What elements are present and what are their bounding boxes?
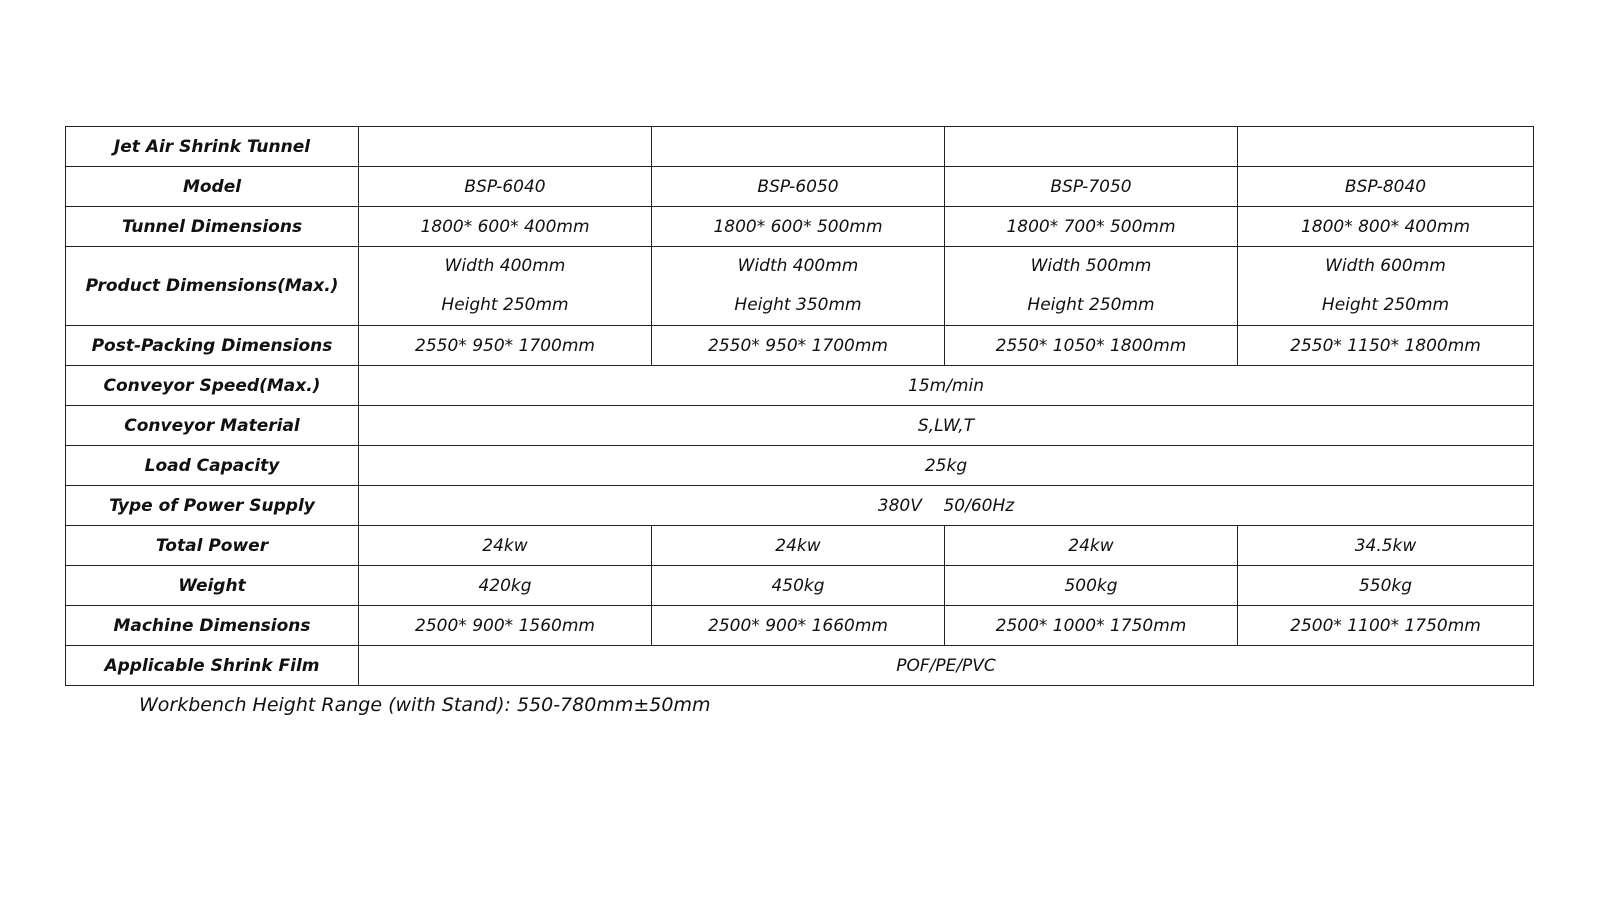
row-label: Conveyor Speed(Max.) xyxy=(66,366,359,406)
spec-table xyxy=(65,126,1534,686)
table-cell: 450kg xyxy=(652,566,945,606)
table-row-machine-dimensions xyxy=(66,606,1534,646)
table-row-header xyxy=(66,127,1534,167)
row-label: Model xyxy=(66,167,359,207)
table-cell: 500kg xyxy=(945,566,1238,606)
table-cell xyxy=(1238,247,1534,326)
table-cell: 2500* 1000* 1750mm xyxy=(945,606,1238,646)
table-cell xyxy=(945,247,1238,326)
row-label: Load Capacity xyxy=(66,446,359,486)
table-cell: 2550* 950* 1700mm xyxy=(652,326,945,366)
table-row-conveyor-speed xyxy=(66,366,1534,406)
table-row-power-supply xyxy=(66,486,1534,526)
table-cell: 2550* 1150* 1800mm xyxy=(1238,326,1534,366)
table-cell xyxy=(945,127,1238,167)
row-label: Weight xyxy=(66,566,359,606)
row-label: Post-Packing Dimensions xyxy=(66,326,359,366)
table-cell: 24kw xyxy=(359,526,652,566)
table-cell: 2550* 950* 1700mm xyxy=(359,326,652,366)
width-value: Width 400mm xyxy=(444,256,566,276)
height-value: Height 250mm xyxy=(1321,295,1450,315)
workbench-height-note: Workbench Height Range (with Stand): 550-780mm±50mm xyxy=(139,694,711,716)
table-cell: 2550* 1050* 1800mm xyxy=(945,326,1238,366)
table-cell: 1800* 600* 400mm xyxy=(359,207,652,247)
row-label: Machine Dimensions xyxy=(66,606,359,646)
table-cell: BSP-6040 xyxy=(359,167,652,207)
table-cell xyxy=(359,127,652,167)
table-row-model xyxy=(66,167,1534,207)
table-cell-merged: 380V 50/60Hz xyxy=(359,486,1534,526)
table-cell-merged: 25kg xyxy=(359,446,1534,486)
row-label: Applicable Shrink Film xyxy=(66,646,359,686)
table-cell: 24kw xyxy=(945,526,1238,566)
height-value: Height 250mm xyxy=(1027,295,1155,315)
height-value: Height 350mm xyxy=(734,295,862,315)
row-label: Type of Power Supply xyxy=(66,486,359,526)
table-cell: BSP-7050 xyxy=(945,167,1238,207)
table-cell-merged: 15m/min xyxy=(359,366,1534,406)
table-cell-merged: POF/PE/PVC xyxy=(359,646,1534,686)
table-cell-merged: S,LW,T xyxy=(359,406,1534,446)
width-value: Width 400mm xyxy=(737,256,859,276)
table-cell xyxy=(359,247,652,326)
table-cell xyxy=(652,247,945,326)
row-label: Conveyor Material xyxy=(66,406,359,446)
width-value: Width 500mm xyxy=(1030,256,1152,276)
table-cell: 24kw xyxy=(652,526,945,566)
table-row-post-packing-dimensions xyxy=(66,326,1534,366)
table-row-tunnel-dimensions xyxy=(66,207,1534,247)
width-value: Width 600mm xyxy=(1325,256,1446,276)
table-row-product-dimensions xyxy=(66,247,1534,326)
row-label: Tunnel Dimensions xyxy=(66,207,359,247)
row-label: Jet Air Shrink Tunnel xyxy=(66,127,359,167)
table-cell: 420kg xyxy=(359,566,652,606)
table-row-weight xyxy=(66,566,1534,606)
row-label: Product Dimensions(Max.) xyxy=(66,247,359,326)
table-cell: 2500* 900* 1660mm xyxy=(652,606,945,646)
table-cell: 1800* 800* 400mm xyxy=(1238,207,1534,247)
table-row-load-capacity xyxy=(66,446,1534,486)
table-row-total-power xyxy=(66,526,1534,566)
table-cell: BSP-8040 xyxy=(1238,167,1534,207)
table-cell: BSP-6050 xyxy=(652,167,945,207)
row-label: Total Power xyxy=(66,526,359,566)
table-cell: 1800* 600* 500mm xyxy=(652,207,945,247)
table-cell xyxy=(1238,127,1534,167)
table-cell: 1800* 700* 500mm xyxy=(945,207,1238,247)
table-cell: 550kg xyxy=(1238,566,1534,606)
table-cell: 2500* 900* 1560mm xyxy=(359,606,652,646)
table-cell xyxy=(652,127,945,167)
height-value: Height 250mm xyxy=(441,295,569,315)
table-row-shrink-film xyxy=(66,646,1534,686)
table-row-conveyor-material xyxy=(66,406,1534,446)
table-cell: 2500* 1100* 1750mm xyxy=(1238,606,1534,646)
table-cell: 34.5kw xyxy=(1238,526,1534,566)
